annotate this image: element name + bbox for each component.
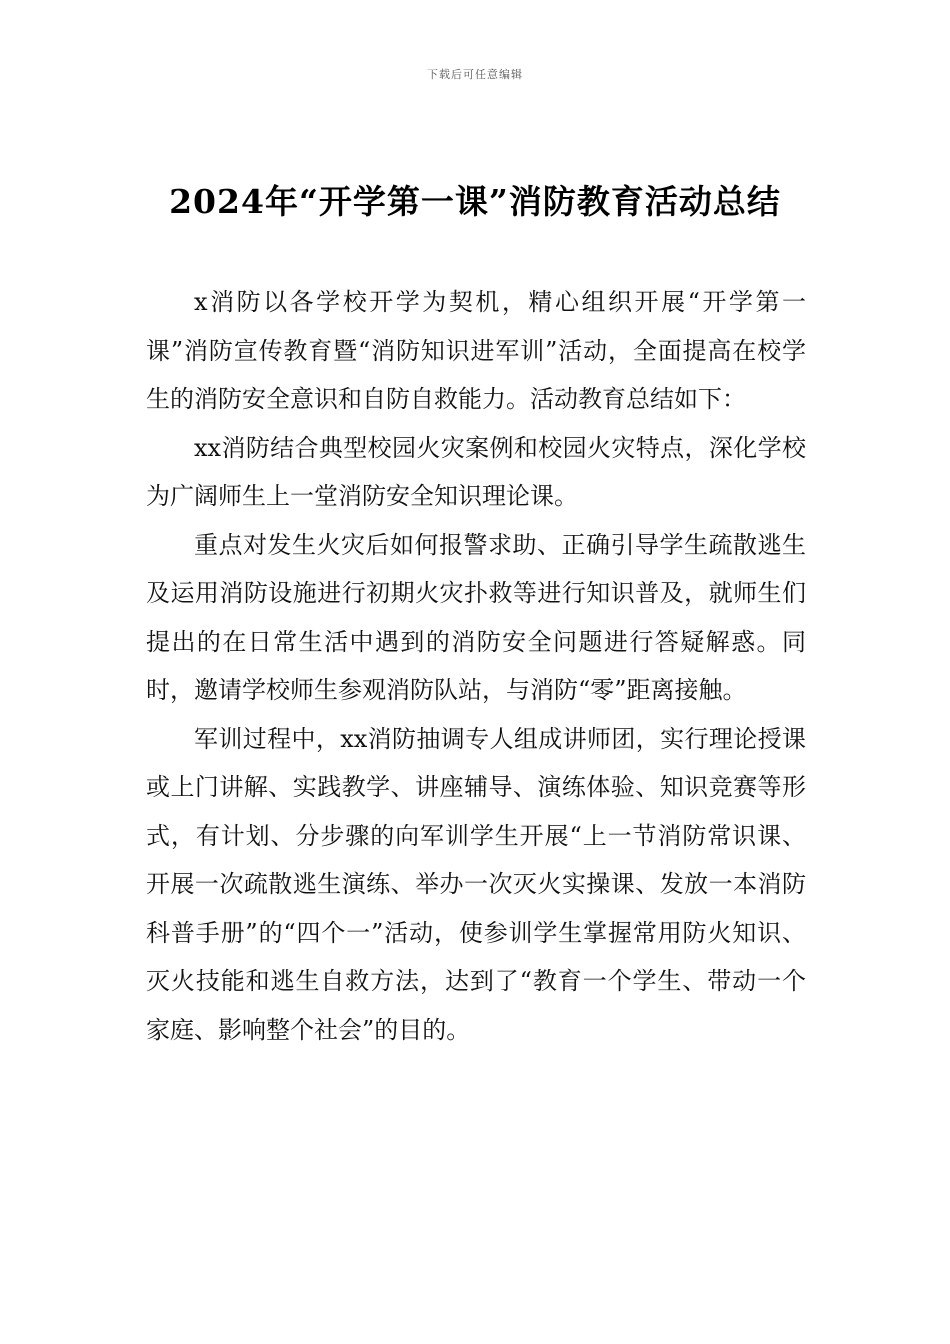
paragraph-4: 军训过程中，xx消防抽调专人组成讲师团，实行理论授课或上门讲解、实践教学、讲座辅导、演练体验、知识竞赛等形式，有计划、分步骤的向军训学生开展“上一节消防常识课、开展一次疏散逃生演练、举办一次灭火实操课、发放一本消防科普手册”的“四个一”活动，使参训学生掌握常用防火知识、灭火技能和逃生自救方法，达到了“教育一个学生、带动一个家庭、影响整个社会”的目的。: [146, 724, 806, 1044]
paragraph-2: xx消防结合典型校园火灾案例和校园火灾特点，深化学校为广阔师生上一堂消防安全知识理论课。: [146, 433, 806, 510]
document-body: [146, 278, 806, 1054]
document-title: 2024年“开学第一课”消防教育活动总结: [169, 182, 781, 221]
paragraph-1: x消防以各学校开学为契机，精心组织开展“开学第一课”消防宣传教育暨“消防知识进军训”活动，全面提高在校学生的消防安全意识和自防自救能力。活动教育总结如下：: [146, 288, 806, 413]
paragraph-3: 重点对发生火灾后如何报警求助、正确引导学生疏散逃生及运用消防设施进行初期火灾扑救等进行知识普及，就师生们提出的在日常生活中遇到的消防安全问题进行答疑解惑。同时，邀请学校师生参观消防队站，与消防“零”距离接触。: [146, 530, 806, 704]
header-note: 下载后可任意编辑: [427, 68, 523, 81]
